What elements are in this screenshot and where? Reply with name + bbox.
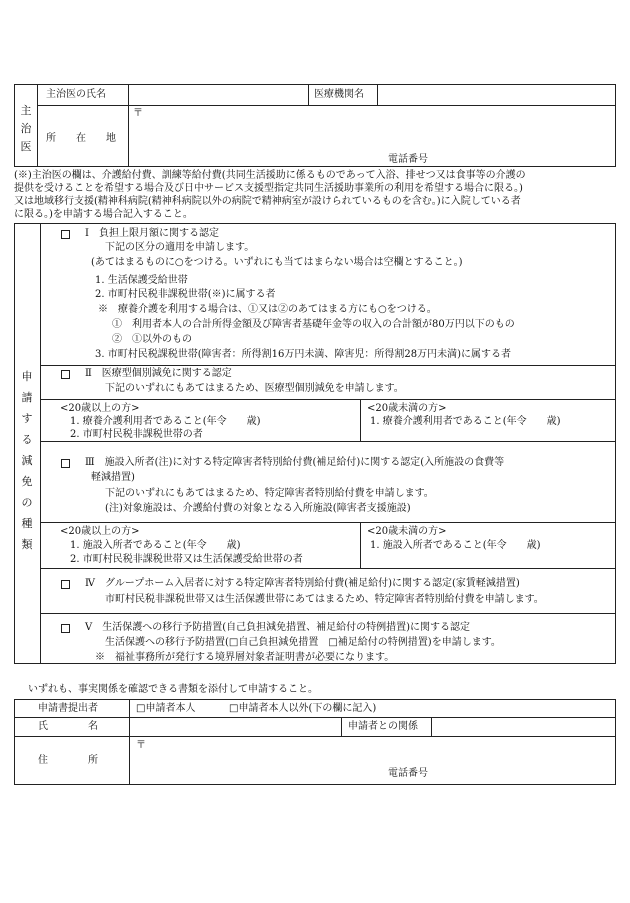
divider bbox=[40, 365, 616, 366]
section-4-title: Ⅳ グループホーム入居者に対する特定障害者特別給付費(補足給付)に関する認定(家賃軽減措置) bbox=[85, 578, 520, 589]
section-1-text: (あてはまるものに○をつける。いずれにも当てはまらない場合は空欄とすること。) bbox=[91, 257, 463, 268]
divider bbox=[341, 717, 342, 736]
divider bbox=[129, 699, 130, 785]
relation-input[interactable] bbox=[433, 719, 614, 734]
divider bbox=[37, 105, 616, 106]
side-char: 主 bbox=[20, 104, 32, 117]
section-1-option[interactable]: 3. 市町村民税課税世帯(障害者：所得割16万円未満、障害児：所得割28万円未満)に属する者 bbox=[95, 349, 511, 360]
submitter-label: 申請書提出者 bbox=[38, 703, 98, 714]
section-1-option[interactable]: 2. 市町村民税非課税世帯(※)に属する者 bbox=[95, 289, 276, 300]
section-5-text: 生活保護への移行予防措置(□自己負担減免措置 □補足給付の特例措置)を申請します。 bbox=[105, 637, 501, 648]
section-5-note: ※ 福祉事務所が発行する境界層対象者証明書が必要になります。 bbox=[95, 652, 395, 663]
section-3-over20-heading: <20歳以上の方> bbox=[60, 526, 140, 537]
section-4-checkbox[interactable] bbox=[61, 580, 70, 589]
section-2-checkbox[interactable] bbox=[61, 370, 70, 379]
doctor-name-label: 主治医の氏名 bbox=[46, 89, 106, 100]
side-char: 類 bbox=[21, 538, 33, 551]
divider bbox=[14, 736, 616, 737]
divider bbox=[40, 441, 616, 442]
note-line: 提供を受けることを希望する場合及び日中サービス支援型指定共同生活援助事業所の利用を希望する場合に限る。) bbox=[14, 183, 523, 194]
postal-mark: 〒 bbox=[136, 740, 146, 751]
relation-label: 申請者との関係 bbox=[348, 721, 418, 732]
section-5-checkbox[interactable] bbox=[61, 624, 70, 633]
section-2-over20-item[interactable]: 1. 療養介護利用者であること(年令 歳) bbox=[70, 416, 261, 427]
side-char: の bbox=[21, 496, 33, 509]
section-3-over20-item[interactable]: 2. 市町村民税非課税世帯又は生活保護受給世帯の者 bbox=[70, 554, 303, 565]
section-3-title-cont: 軽減措置) bbox=[91, 472, 135, 483]
section-1-option[interactable]: ② ①以外のもの bbox=[112, 334, 192, 345]
submitter-phone-label: 電話番号 bbox=[388, 768, 428, 779]
side-char: る bbox=[21, 433, 33, 446]
section-1-option[interactable]: ① 利用者本人の合計所得金額及び障害者基礎年金等の収入の合計額が80万円以下のもの bbox=[112, 319, 515, 330]
side-char: 種 bbox=[21, 517, 33, 530]
section-3-under20-item[interactable]: 1. 施設入所者であること(年令 歳) bbox=[370, 540, 541, 551]
attachment-note: いずれも、事実関係を確認できる書類を添付して申請すること。 bbox=[28, 684, 318, 695]
side-char: 治 bbox=[20, 122, 32, 135]
side-char: す bbox=[21, 412, 33, 425]
submitter-name-input[interactable] bbox=[131, 719, 339, 734]
side-char: 免 bbox=[21, 475, 33, 488]
institution-label: 医療機関名 bbox=[314, 89, 364, 100]
section-1-note: ※ 療養介護を利用する場合は、①又は②のあてはまる方にも○をつける。 bbox=[98, 304, 437, 315]
section-2-over20-item[interactable]: 2. 市町村民税非課税世帯の者 bbox=[70, 429, 203, 440]
submitter-address-input[interactable] bbox=[131, 738, 614, 783]
section-3-over20-item[interactable]: 1. 施設入所者であること(年令 歳) bbox=[70, 540, 241, 551]
divider bbox=[360, 399, 361, 441]
submitter-option-self[interactable]: □申請者本人 bbox=[136, 703, 196, 714]
submitter-option-other[interactable]: □申請者本人以外(下の欄に記入) bbox=[229, 703, 377, 714]
section-1-text: 下記の区分の適用を申請します。 bbox=[105, 242, 255, 253]
note-line: に限る。)を申請する場合記入すること。 bbox=[14, 209, 193, 220]
submitter-address-label: 住 所 bbox=[38, 755, 98, 766]
section-1-option[interactable]: 1. 生活保護受給世帯 bbox=[95, 275, 188, 286]
doctor-phone-label: 電話番号 bbox=[388, 154, 428, 165]
section-5-title: Ⅴ 生活保護への移行予防措置(自己負担減免措置、補足給付の特例措置)に関する認定 bbox=[85, 622, 471, 633]
divider bbox=[40, 522, 616, 523]
divider bbox=[37, 84, 38, 167]
side-char: 減 bbox=[21, 454, 33, 467]
section-3-note: (注)対象施設は、介護給付費の対象となる入所施設(障害者支援施設) bbox=[105, 503, 411, 514]
doctor-address-label: 所 在 地 bbox=[46, 133, 116, 144]
side-char: 請 bbox=[21, 391, 33, 404]
section-3-under20-heading: <20歳未満の方> bbox=[367, 526, 447, 537]
note-line: (※)主治医の欄は、介護給付費、訓練等給付費(共同生活援助に係るものであって入浴、排せつ又は食事等の介護の bbox=[14, 170, 526, 181]
doctor-name-input[interactable] bbox=[130, 86, 306, 104]
divider bbox=[14, 717, 616, 718]
side-char: 申 bbox=[21, 370, 33, 383]
section-2-text: 下記のいずれにもあてはまるため、医療型個別減免を申請します。 bbox=[105, 383, 404, 394]
divider bbox=[128, 84, 129, 167]
section-3-checkbox[interactable] bbox=[61, 459, 70, 468]
divider bbox=[40, 613, 616, 614]
doctor-address-input[interactable] bbox=[130, 107, 614, 165]
section-2-over20-heading: <20歳以上の方> bbox=[60, 403, 140, 414]
section-3-text: 下記のいずれにもあてはまるため、特定障害者特別給付費を申請します。 bbox=[105, 488, 434, 499]
divider bbox=[431, 717, 432, 736]
note-line: 又は地域移行支援(精神科病院(精神科病院以外の病院で精神病室が設けられているものを含む。)に入院している者 bbox=[14, 196, 521, 207]
divider bbox=[40, 568, 616, 569]
section-3-title: Ⅲ 施設入所者(注)に対する特定障害者特別給付費(補足給付)に関する認定(入所施設の食費等 bbox=[85, 457, 505, 468]
divider bbox=[377, 84, 378, 105]
section-2-under20-heading: <20歳未満の方> bbox=[367, 403, 447, 414]
side-char: 医 bbox=[20, 140, 32, 153]
section-1-title: Ⅰ 負担上限月額に関する認定 bbox=[85, 228, 219, 239]
section-2-under20-item[interactable]: 1. 療養介護利用者であること(年令 歳) bbox=[370, 416, 561, 427]
section-1-checkbox[interactable] bbox=[61, 230, 70, 239]
section-2-title: Ⅱ 医療型個別減免に関する認定 bbox=[85, 368, 232, 379]
divider bbox=[360, 522, 361, 568]
postal-mark: 〒 bbox=[133, 108, 143, 119]
institution-input[interactable] bbox=[380, 86, 614, 104]
divider bbox=[40, 399, 616, 400]
divider bbox=[308, 84, 309, 105]
section-4-text: 市町村民税非課税世帯又は生活保護世帯にあてはまるため、特定障害者特別給付費を申請します。 bbox=[105, 594, 544, 605]
submitter-name-label: 氏 名 bbox=[38, 721, 98, 732]
divider bbox=[40, 223, 41, 664]
